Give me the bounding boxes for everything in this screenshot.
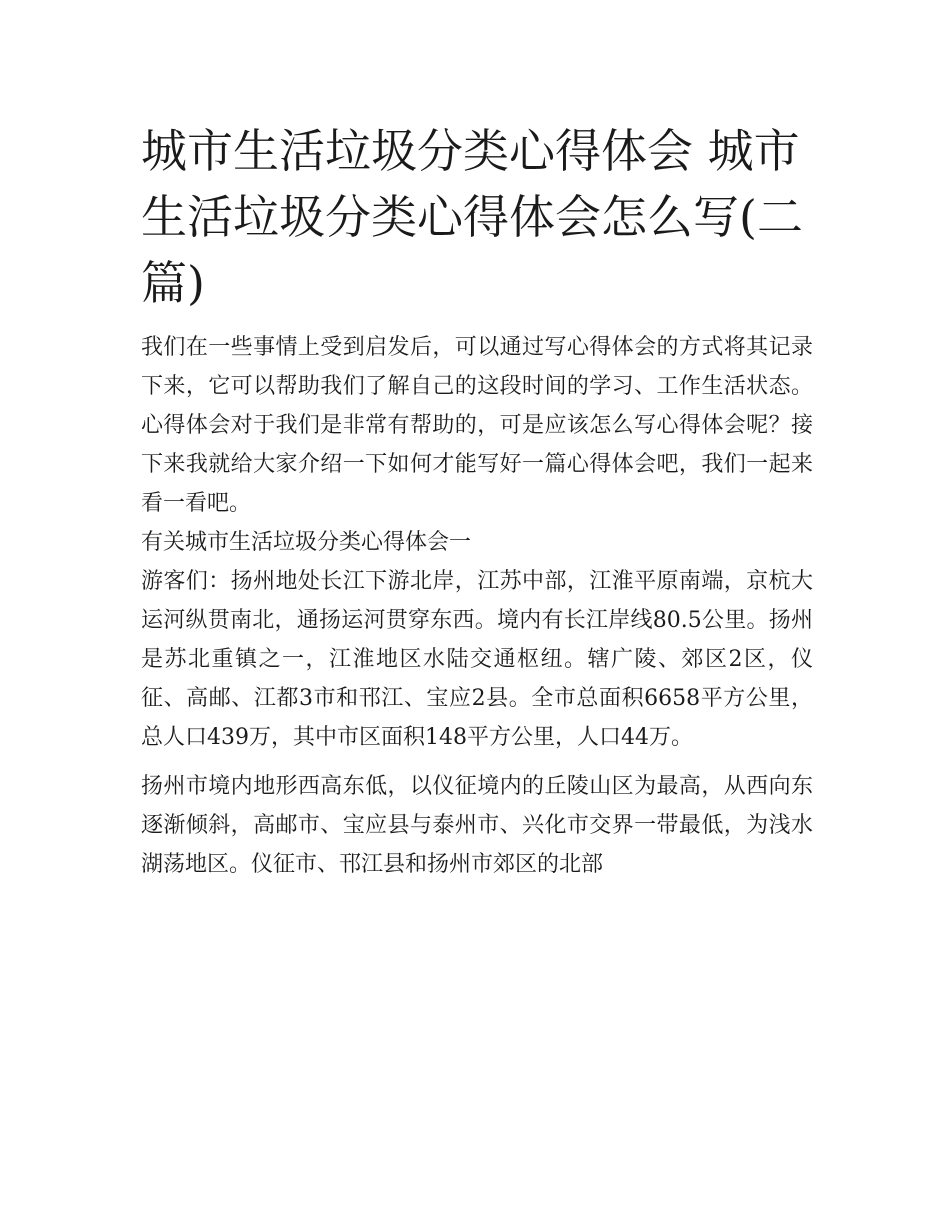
body-paragraph: 游客们：扬州地处长江下游北岸，江苏中部，江淮平原南端，京杭大运河纵贯南北，通扬运河贯穿东西。境内有长江岸线80.5公里。扬州是苏北重镇之一，江淮地区水陆交通枢纽。辖广陵、郊区2区，仪征、高邮、江都3市和邗江、宝应2县。全市总面积6658平方公里，总人口439万，其中市区面积148平方公里，人口44万。 xyxy=(141,569,813,750)
document-body xyxy=(141,118,813,884)
document-title: 城市生活垃圾分类心得体会 城市生活垃圾分类心得体会怎么写(二篇) xyxy=(141,124,803,310)
section-heading: 有关城市生活垃圾分类心得体会一 xyxy=(141,530,472,555)
body-paragraph: 扬州市境内地形西高东低，以仪征境内的丘陵山区为最高，从西向东逐渐倾斜，高邮市、宝应县与泰州市、兴化市交界一带最低，为浅水湖荡地区。仪征市、邗江县和扬州市郊区的北部 xyxy=(141,774,813,877)
intro-paragraph: 我们在一些事情上受到启发后，可以通过写心得体会的方式将其记录下来，它可以帮助我们了解自己的这段时间的学习、工作生活状态。心得体会对于我们是非常有帮助的，可是应该怎么写心得体会呢？接下来我就给大家介绍一下如何才能写好一篇心得体会吧，我们一起来看一看吧。 xyxy=(141,335,813,516)
